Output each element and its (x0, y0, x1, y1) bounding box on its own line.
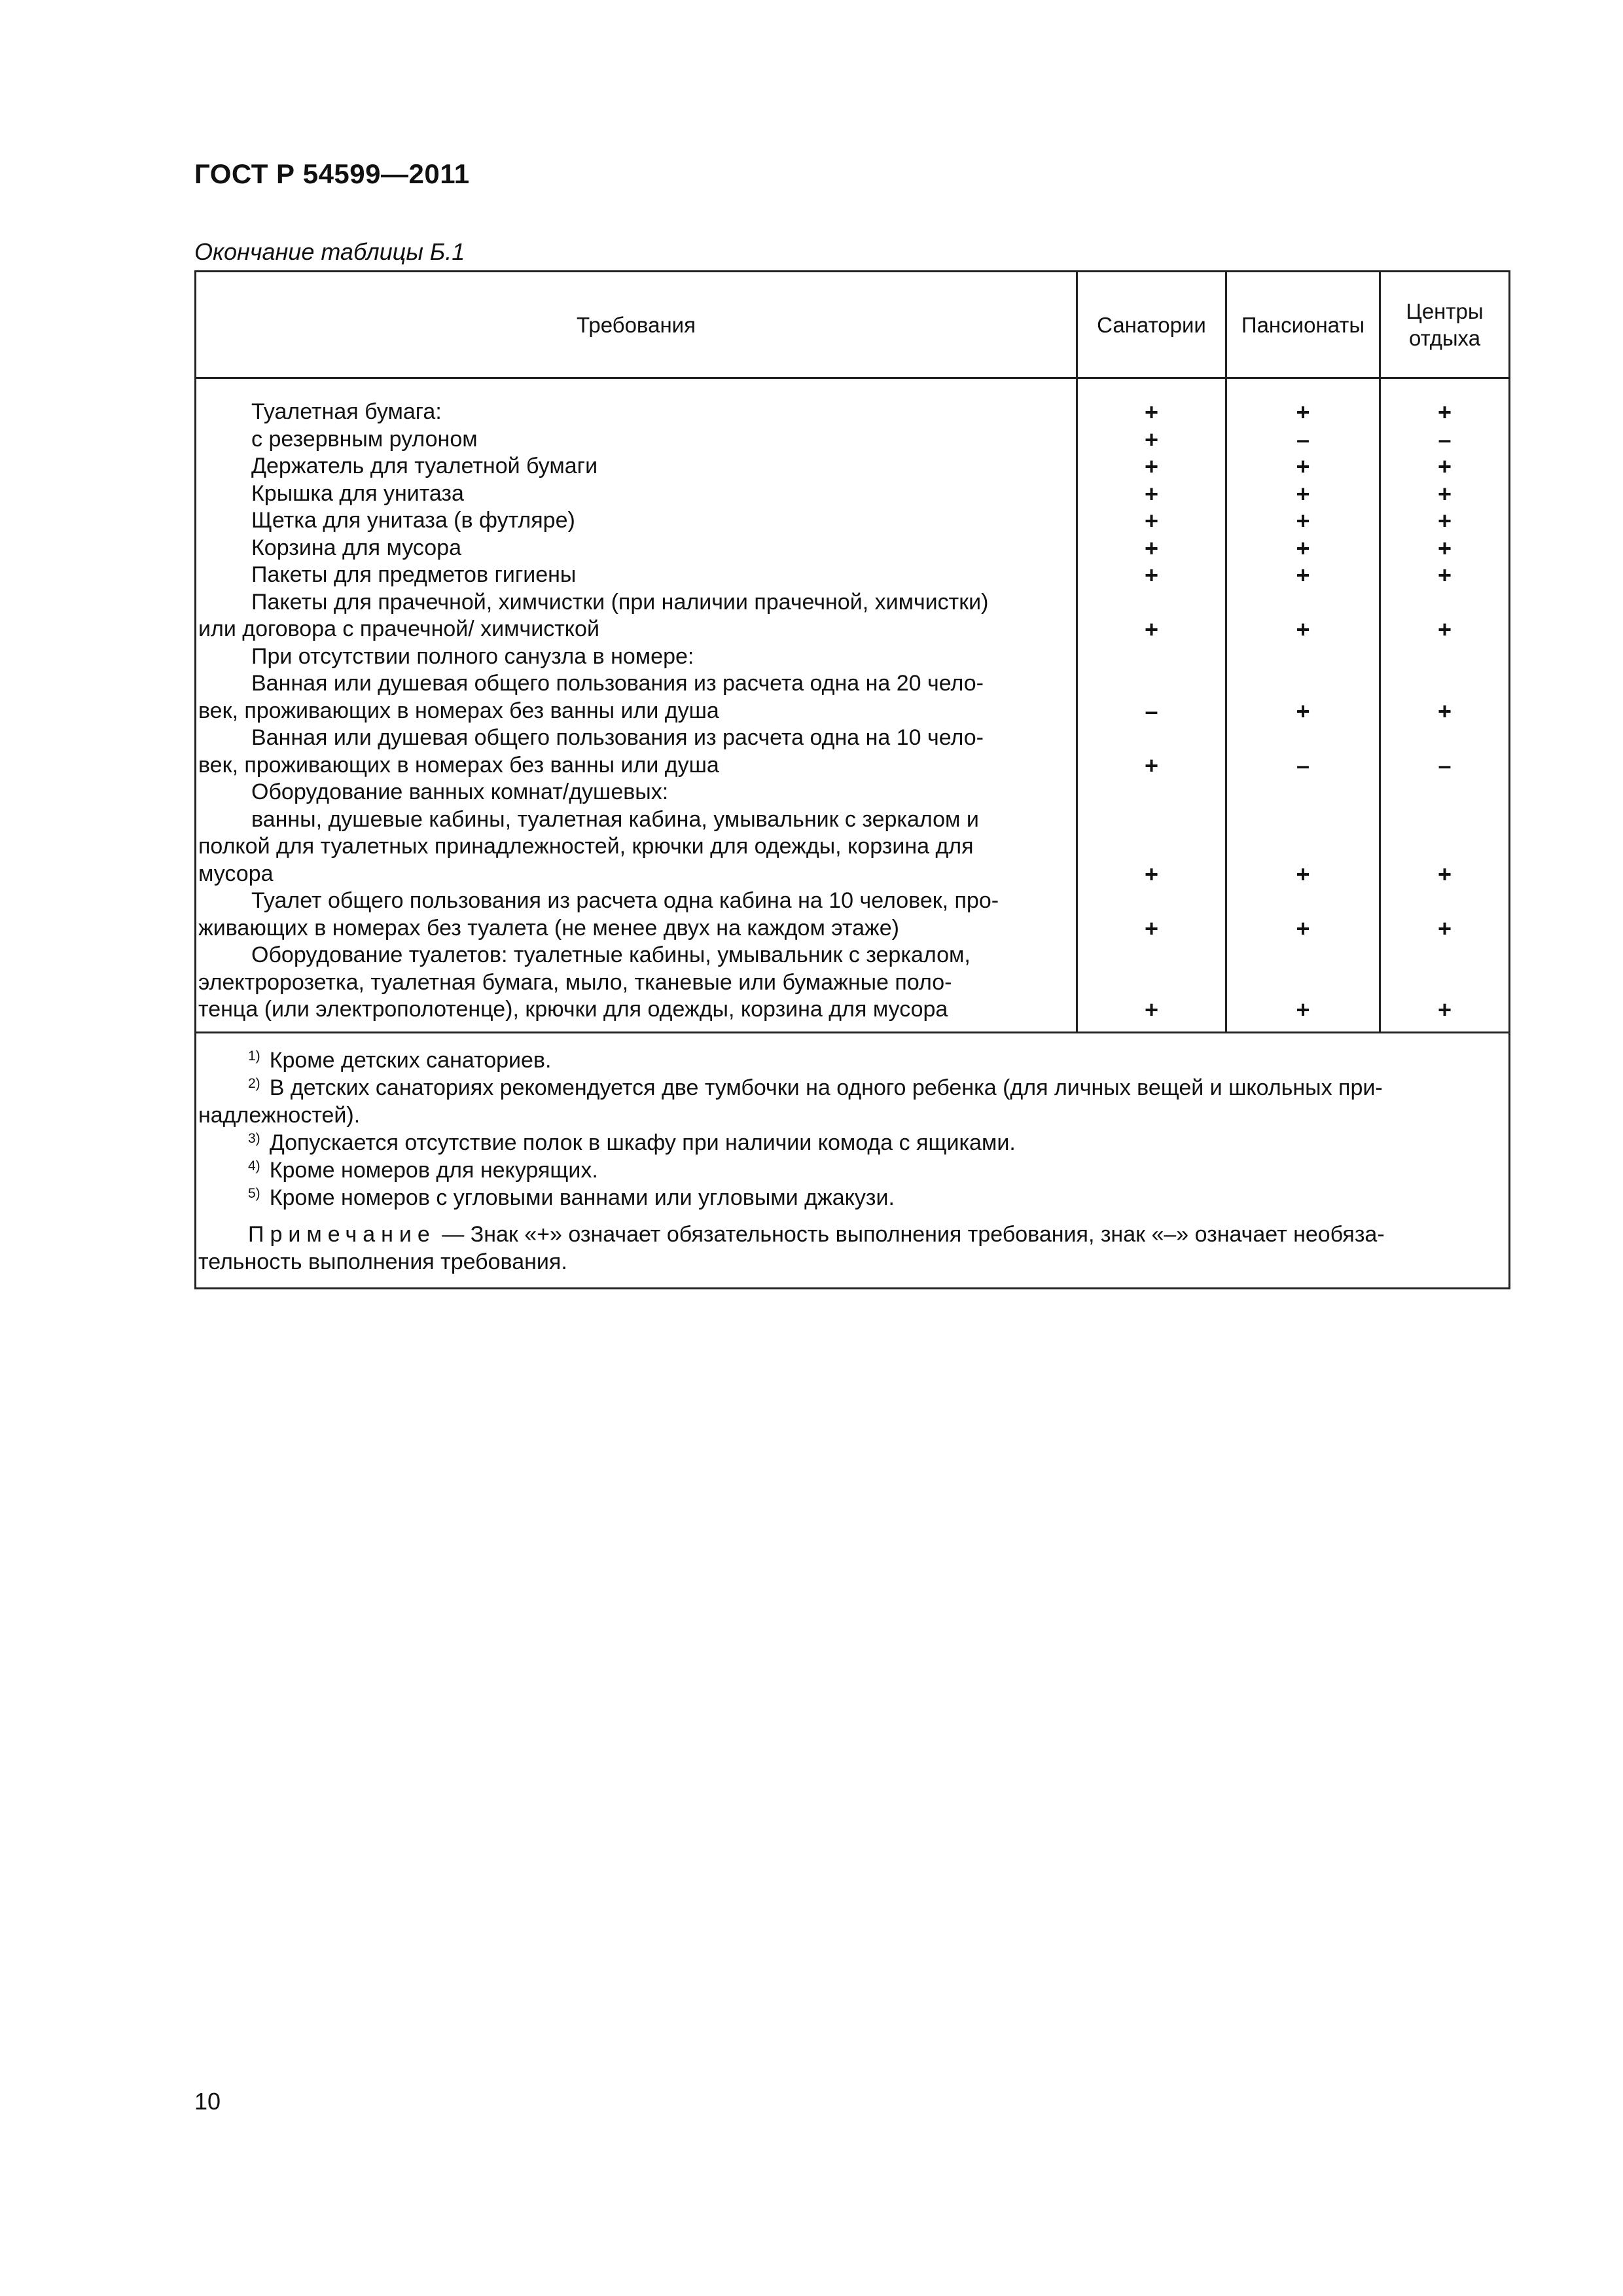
requirement-line: мусора (198, 861, 274, 886)
mark-a: + (1144, 425, 1159, 453)
footnote-text: Кроме номеров с угловыми ваннами или угловыми джакузи. (269, 1185, 895, 1210)
mark-cell (1078, 507, 1225, 535)
mark-cell (1078, 426, 1225, 454)
mark-cell (1227, 670, 1379, 725)
footnote-mark: 5) (248, 1185, 260, 1201)
table-caption: Окончание таблицы Б.1 (194, 238, 465, 265)
mark-cell (1227, 942, 1379, 1024)
requirement-row (198, 535, 1061, 562)
recreation-centers-column (1381, 379, 1508, 1031)
mark-cell (1227, 806, 1379, 888)
requirement-row (198, 779, 1061, 806)
requirement-line: ванны, душевые кабины, туалетная кабина, умывальник с зеркалом и (251, 806, 979, 832)
requirements-table (194, 270, 1510, 1289)
table-notes (196, 1033, 1508, 1287)
mark-cell (1381, 535, 1508, 562)
mark-b: + (1296, 562, 1310, 588)
requirement-line: Оборудование туалетов: туалетные кабины, умывальник с зеркалом, (251, 942, 971, 967)
mark-a: + (1144, 751, 1159, 779)
mark-cell (1381, 507, 1508, 535)
mark-b: – (1296, 751, 1310, 779)
mark-c: + (1437, 860, 1452, 888)
mark-c: + (1437, 507, 1452, 534)
requirement-line: электророзетка, туалетная бумага, мыло, тканевые или бумажные поло- (198, 969, 952, 995)
requirement-line: Щетка для унитаза (в футляре) (251, 508, 575, 533)
requirement-row (198, 426, 1061, 454)
mark-cell (1078, 670, 1225, 725)
mark-cell (1381, 806, 1508, 888)
mark-c: + (1437, 453, 1452, 480)
requirement-row (198, 589, 1061, 643)
footnote (198, 1102, 1507, 1129)
mark-a: + (1144, 399, 1159, 425)
mark-b: + (1296, 996, 1310, 1023)
requirement-row (198, 725, 1061, 779)
mark-c: + (1437, 534, 1452, 562)
mark-a: + (1144, 914, 1159, 942)
mark-cell (1227, 535, 1379, 562)
requirements-column (196, 379, 1078, 1031)
mark-a: + (1144, 996, 1159, 1023)
footnotes (198, 1047, 1507, 1211)
note-line2: тельность выполнения требования. (198, 1249, 567, 1274)
requirement-line: живающих в номерах без туалета (не менее двух на каждом этаже) (198, 915, 899, 941)
mark-a: + (1144, 507, 1159, 534)
mark-cell (1381, 453, 1508, 480)
header-recreation-centers-line2: отдыха (1408, 326, 1481, 350)
mark-cell (1227, 453, 1379, 480)
mark-b: + (1296, 697, 1310, 725)
footnote (198, 1047, 1507, 1074)
requirement-row (198, 507, 1061, 535)
footnote (198, 1157, 1507, 1184)
requirement-row (198, 453, 1061, 480)
page-number: 10 (194, 2088, 221, 2115)
mark-c: – (1438, 425, 1452, 453)
header-recreation-centers (1381, 272, 1508, 377)
mark-cell (1078, 589, 1225, 643)
mark-cell (1381, 589, 1508, 643)
mark-b: + (1296, 534, 1310, 562)
mark-cell (1381, 670, 1508, 725)
mark-cell (1078, 942, 1225, 1024)
mark-b: + (1296, 616, 1310, 643)
requirement-line: Пакеты для прачечной, химчистки (при наличии прачечной, химчистки) (251, 589, 989, 615)
requirement-line: Корзина для мусора (251, 535, 461, 560)
mark-cell (1381, 888, 1508, 942)
requirement-line: Крышка для унитаза (251, 480, 464, 506)
mark-cell (1227, 779, 1379, 806)
requirement-line: век, проживающих в номерах без ванны или душа (198, 698, 719, 723)
mark-cell (1381, 643, 1508, 671)
mark-cell (1381, 942, 1508, 1024)
footnote-mark: 2) (248, 1075, 260, 1091)
mark-cell (1078, 453, 1225, 480)
footnote (198, 1074, 1507, 1102)
mark-cell (1381, 779, 1508, 806)
mark-cell (1227, 589, 1379, 643)
requirement-line: При отсутствии полного санузла в номере: (251, 643, 694, 669)
mark-c: + (1437, 562, 1452, 588)
mark-c: + (1437, 399, 1452, 425)
mark-cell (1078, 888, 1225, 942)
mark-b: + (1296, 480, 1310, 507)
requirement-line: с резервным рулоном (251, 426, 478, 452)
table-body (196, 379, 1508, 1033)
mark-cell (1227, 888, 1379, 942)
mark-cell (1381, 426, 1508, 454)
footnote (198, 1184, 1507, 1211)
mark-cell (1227, 426, 1379, 454)
mark-cell (1381, 480, 1508, 508)
requirement-row (198, 562, 1061, 589)
mark-b: + (1296, 453, 1310, 480)
requirement-line: Ванная или душевая общего пользования из расчета одна на 10 чело- (251, 725, 984, 750)
mark-cell (1078, 562, 1225, 589)
requirement-row (198, 806, 1061, 888)
mark-cell (1227, 480, 1379, 508)
requirement-row (198, 480, 1061, 508)
mark-a: + (1144, 480, 1159, 507)
requirement-line: Туалет общего пользования из расчета одна кабина на 10 человек, про- (251, 888, 999, 913)
mark-cell (1078, 806, 1225, 888)
mark-b: + (1296, 860, 1310, 888)
note-line1: — Знак «+» означает обязательность выполнения требования, знак «–» означает необяза- (435, 1221, 1385, 1247)
mark-b: + (1296, 914, 1310, 942)
mark-cell (1078, 399, 1225, 426)
mark-a: + (1144, 534, 1159, 562)
header-sanatoriums: Санатории (1078, 272, 1227, 377)
mark-c: – (1438, 751, 1452, 779)
mark-c: + (1437, 996, 1452, 1023)
mark-a: + (1144, 562, 1159, 588)
footnote-text: надлежностей). (198, 1102, 361, 1128)
mark-cell (1227, 725, 1379, 779)
requirement-line: полкой для туалетных принадлежностей, крючки для одежды, корзина для (198, 834, 974, 859)
note-label: Примечание (248, 1221, 436, 1247)
mark-c: + (1437, 616, 1452, 643)
mark-cell (1227, 507, 1379, 535)
mark-cell (1078, 535, 1225, 562)
mark-b: – (1296, 425, 1310, 453)
mark-c: + (1437, 480, 1452, 507)
mark-c: + (1437, 914, 1452, 942)
mark-cell (1078, 480, 1225, 508)
mark-cell (1227, 399, 1379, 426)
mark-cell (1078, 725, 1225, 779)
mark-a: + (1144, 616, 1159, 643)
mark-cell (1381, 725, 1508, 779)
footnote-text: Допускается отсутствие полок в шкафу при наличии комода с ящиками. (269, 1130, 1016, 1155)
mark-cell (1078, 779, 1225, 806)
requirement-line: век, проживающих в номерах без ванны или душа (198, 752, 719, 778)
mark-a: + (1144, 860, 1159, 888)
note (198, 1221, 1507, 1276)
mark-cell (1227, 643, 1379, 671)
mark-c: + (1437, 697, 1452, 725)
footnote-text: В детских санаториях рекомендуется две тумбочки на одного ребенка (для личных вещей и школьных при- (269, 1075, 1383, 1100)
mark-cell (1381, 399, 1508, 426)
mark-b: + (1296, 507, 1310, 534)
table-header-row (196, 272, 1508, 379)
requirement-line: Держатель для туалетной бумаги (251, 454, 598, 478)
requirement-row (198, 643, 1061, 671)
footnote-text: Кроме номеров для некурящих. (269, 1157, 598, 1183)
requirement-row (198, 399, 1061, 426)
requirement-row (198, 670, 1061, 725)
mark-a: – (1145, 697, 1158, 725)
footnote-mark: 4) (248, 1158, 260, 1174)
requirement-line: Пакеты для предметов гигиены (251, 562, 577, 587)
footnote-mark: 3) (248, 1130, 260, 1146)
header-boarding-houses: Пансионаты (1227, 272, 1381, 377)
footnote-mark: 1) (248, 1048, 260, 1064)
requirement-line: Туалетная бумага: (251, 399, 442, 424)
footnote-text: Кроме детских санаториев. (269, 1047, 552, 1073)
mark-b: + (1296, 399, 1310, 425)
requirement-line: тенца (или электрополотенце), крючки для одежды, корзина для мусора (198, 997, 948, 1022)
mark-a: + (1144, 453, 1159, 480)
header-recreation-centers-line1: Центры (1406, 299, 1484, 323)
requirement-line: Оборудование ванных комнат/душевых: (251, 780, 669, 804)
mark-cell (1381, 562, 1508, 589)
requirement-line: или договора с прачечной/ химчисткой (198, 617, 599, 641)
mark-cell (1227, 562, 1379, 589)
requirement-row (198, 942, 1061, 1024)
mark-cell (1078, 643, 1225, 671)
sanatoriums-column (1078, 379, 1227, 1031)
requirement-line: Ванная или душевая общего пользования из расчета одна на 20 чело- (251, 671, 984, 696)
boarding-houses-column (1227, 379, 1381, 1031)
header-requirements: Требования (196, 272, 1078, 377)
document-id: ГОСТ Р 54599—2011 (194, 158, 470, 189)
footnote (198, 1129, 1507, 1157)
requirement-row (198, 888, 1061, 942)
